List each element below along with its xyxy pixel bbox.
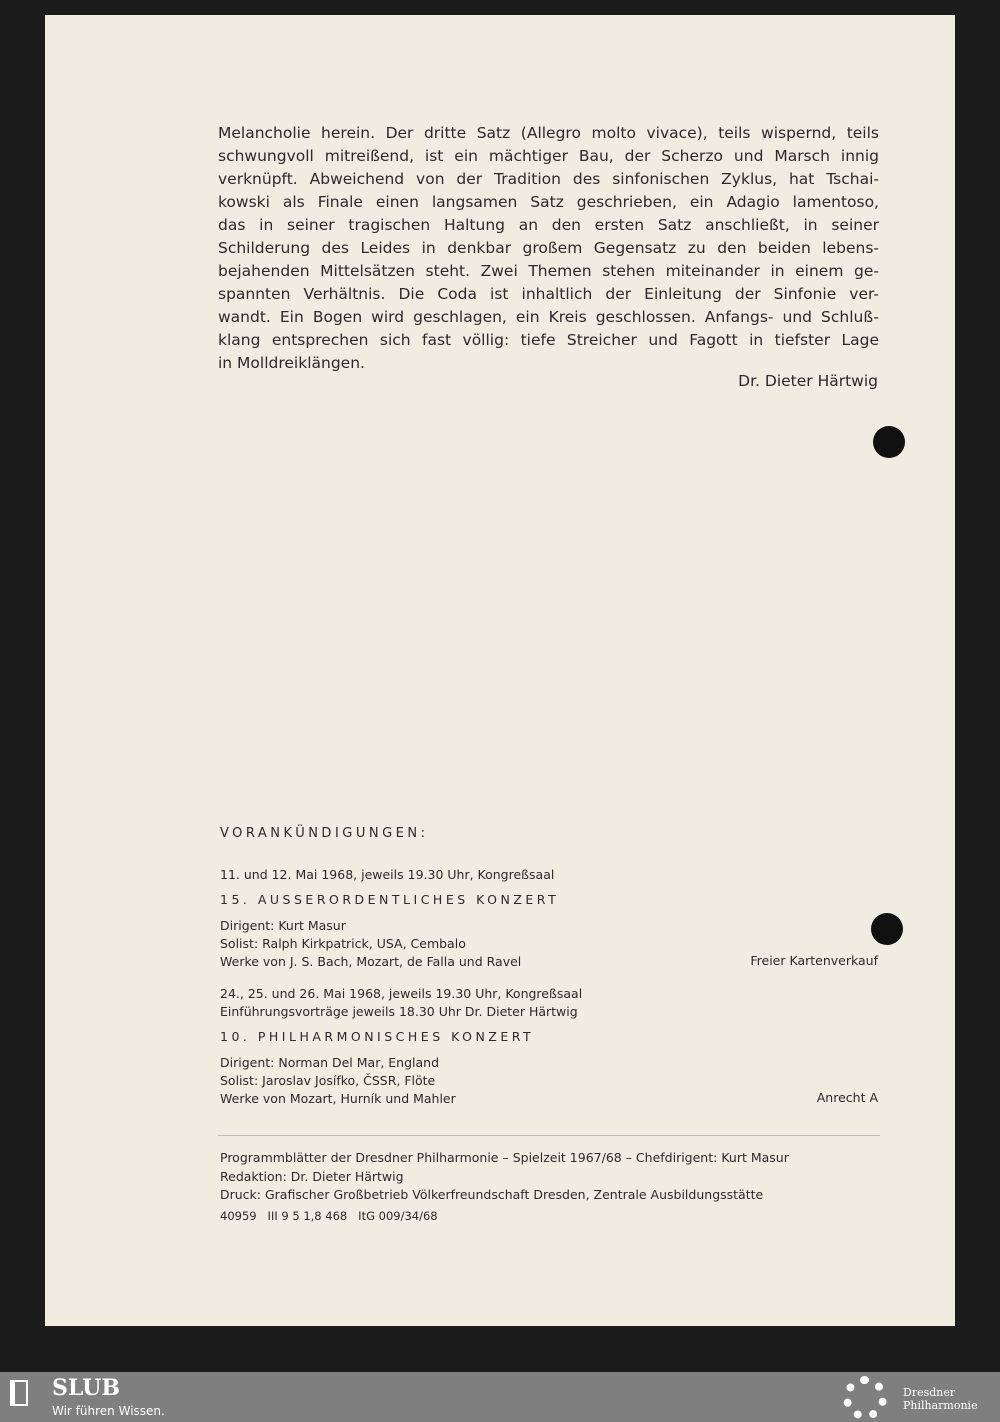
imprint-line: 40959 III 9 5 1,8 468 ItG 009/34/68 <box>220 1209 438 1223</box>
philharmonie-logo-icon <box>843 1376 887 1420</box>
concert-date: 24., 25. und 26. Mai 1968, jeweils 19.30 Uhr, Kongreßsaal <box>220 986 583 1001</box>
partner-line: Dresdner <box>903 1386 956 1399</box>
imprint-line: Programmblätter der Dresdner Philharmonie – Spielzeit 1967/68 – Chefdirigent: Kurt Masur <box>220 1150 789 1165</box>
concert-works: Werke von J. S. Bach, Mozart, de Falla und Ravel <box>220 954 522 969</box>
concert-title: 10. PHILHARMONISCHES KONZERT <box>220 1029 535 1044</box>
essay-line: wandt. Ein Bogen wird geschlagen, ein Kreis geschlossen. Anfangs- und Schluß- <box>218 308 879 326</box>
essay-line: in Molldreiklängen. <box>218 354 365 372</box>
imprint-line: Druck: Grafischer Großbetrieb Völkerfreundschaft Dresden, Zentrale Ausbildungsstätte <box>220 1187 764 1202</box>
concert-conductor: Dirigent: Norman Del Mar, England <box>220 1055 440 1070</box>
essay-line: Melancholie herein. Der dritte Satz (Allegro molto vivace), teils wispernd, teils <box>218 124 879 142</box>
concert-ticket-note: Anrecht A <box>816 1090 878 1105</box>
essay-author: Dr. Dieter Härtwig <box>738 372 878 390</box>
punch-hole <box>873 426 905 458</box>
essay-paragraph <box>218 122 879 375</box>
essay-line: spannten Verhältnis. Die Coda ist inhaltlich der Einleitung der Sinfonie ver- <box>218 285 879 303</box>
announcements-heading: VORANKÜNDIGUNGEN: <box>220 826 429 841</box>
concert-intro: Einführungsvorträge jeweils 18.30 Uhr Dr. Dieter Härtwig <box>220 1004 578 1019</box>
essay-line: Schilderung des Leides in denkbar großem Gegensatz zu den beiden lebens- <box>218 239 879 257</box>
essay-line: bejahenden Mittelsätzen steht. Zwei Themen stehen miteinander in einem ge- <box>218 262 879 280</box>
partner-logo-text[interactable] <box>903 1386 978 1412</box>
concert-ticket-note: Freier Kartenverkauf <box>750 953 878 968</box>
partner-line: Philharmonie <box>903 1399 978 1412</box>
divider <box>218 1135 880 1136</box>
slub-book-icon <box>10 1380 28 1406</box>
concert-date: 11. und 12. Mai 1968, jeweils 19.30 Uhr, Kongreßsaal <box>220 867 555 882</box>
concert-title: 15. AUSSERORDENTLICHES KONZERT <box>220 892 560 907</box>
punch-hole <box>871 913 903 945</box>
concert-soloist: Solist: Ralph Kirkpatrick, USA, Cembalo <box>220 936 466 951</box>
essay-line: verknüpft. Abweichend von der Tradition des sinfonischen Zyklus, hat Tschai- <box>218 170 879 188</box>
essay-line: klang entsprechen sich fast völlig: tiefe Streicher und Fagott in tiefster Lage <box>218 331 879 349</box>
slub-logo[interactable]: SLUB <box>52 1375 120 1401</box>
essay-line: das in seiner tragischen Haltung an den ersten Satz anschließt, in seiner <box>218 216 879 234</box>
viewer-footer <box>0 1372 1000 1422</box>
essay-line: kowski als Finale einen langsamen Satz geschrieben, ein Adagio lamentoso, <box>218 193 879 211</box>
concert-works: Werke von Mozart, Hurník und Mahler <box>220 1091 456 1106</box>
slub-tagline: Wir führen Wissen. <box>52 1404 165 1418</box>
concert-conductor: Dirigent: Kurt Masur <box>220 918 346 933</box>
imprint-line: Redaktion: Dr. Dieter Härtwig <box>220 1169 404 1184</box>
essay-line: schwungvoll mitreißend, ist ein mächtiger Bau, der Scherzo und Marsch innig <box>218 147 879 165</box>
concert-soloist: Solist: Jaroslav Josífko, ČSSR, Flöte <box>220 1073 436 1088</box>
